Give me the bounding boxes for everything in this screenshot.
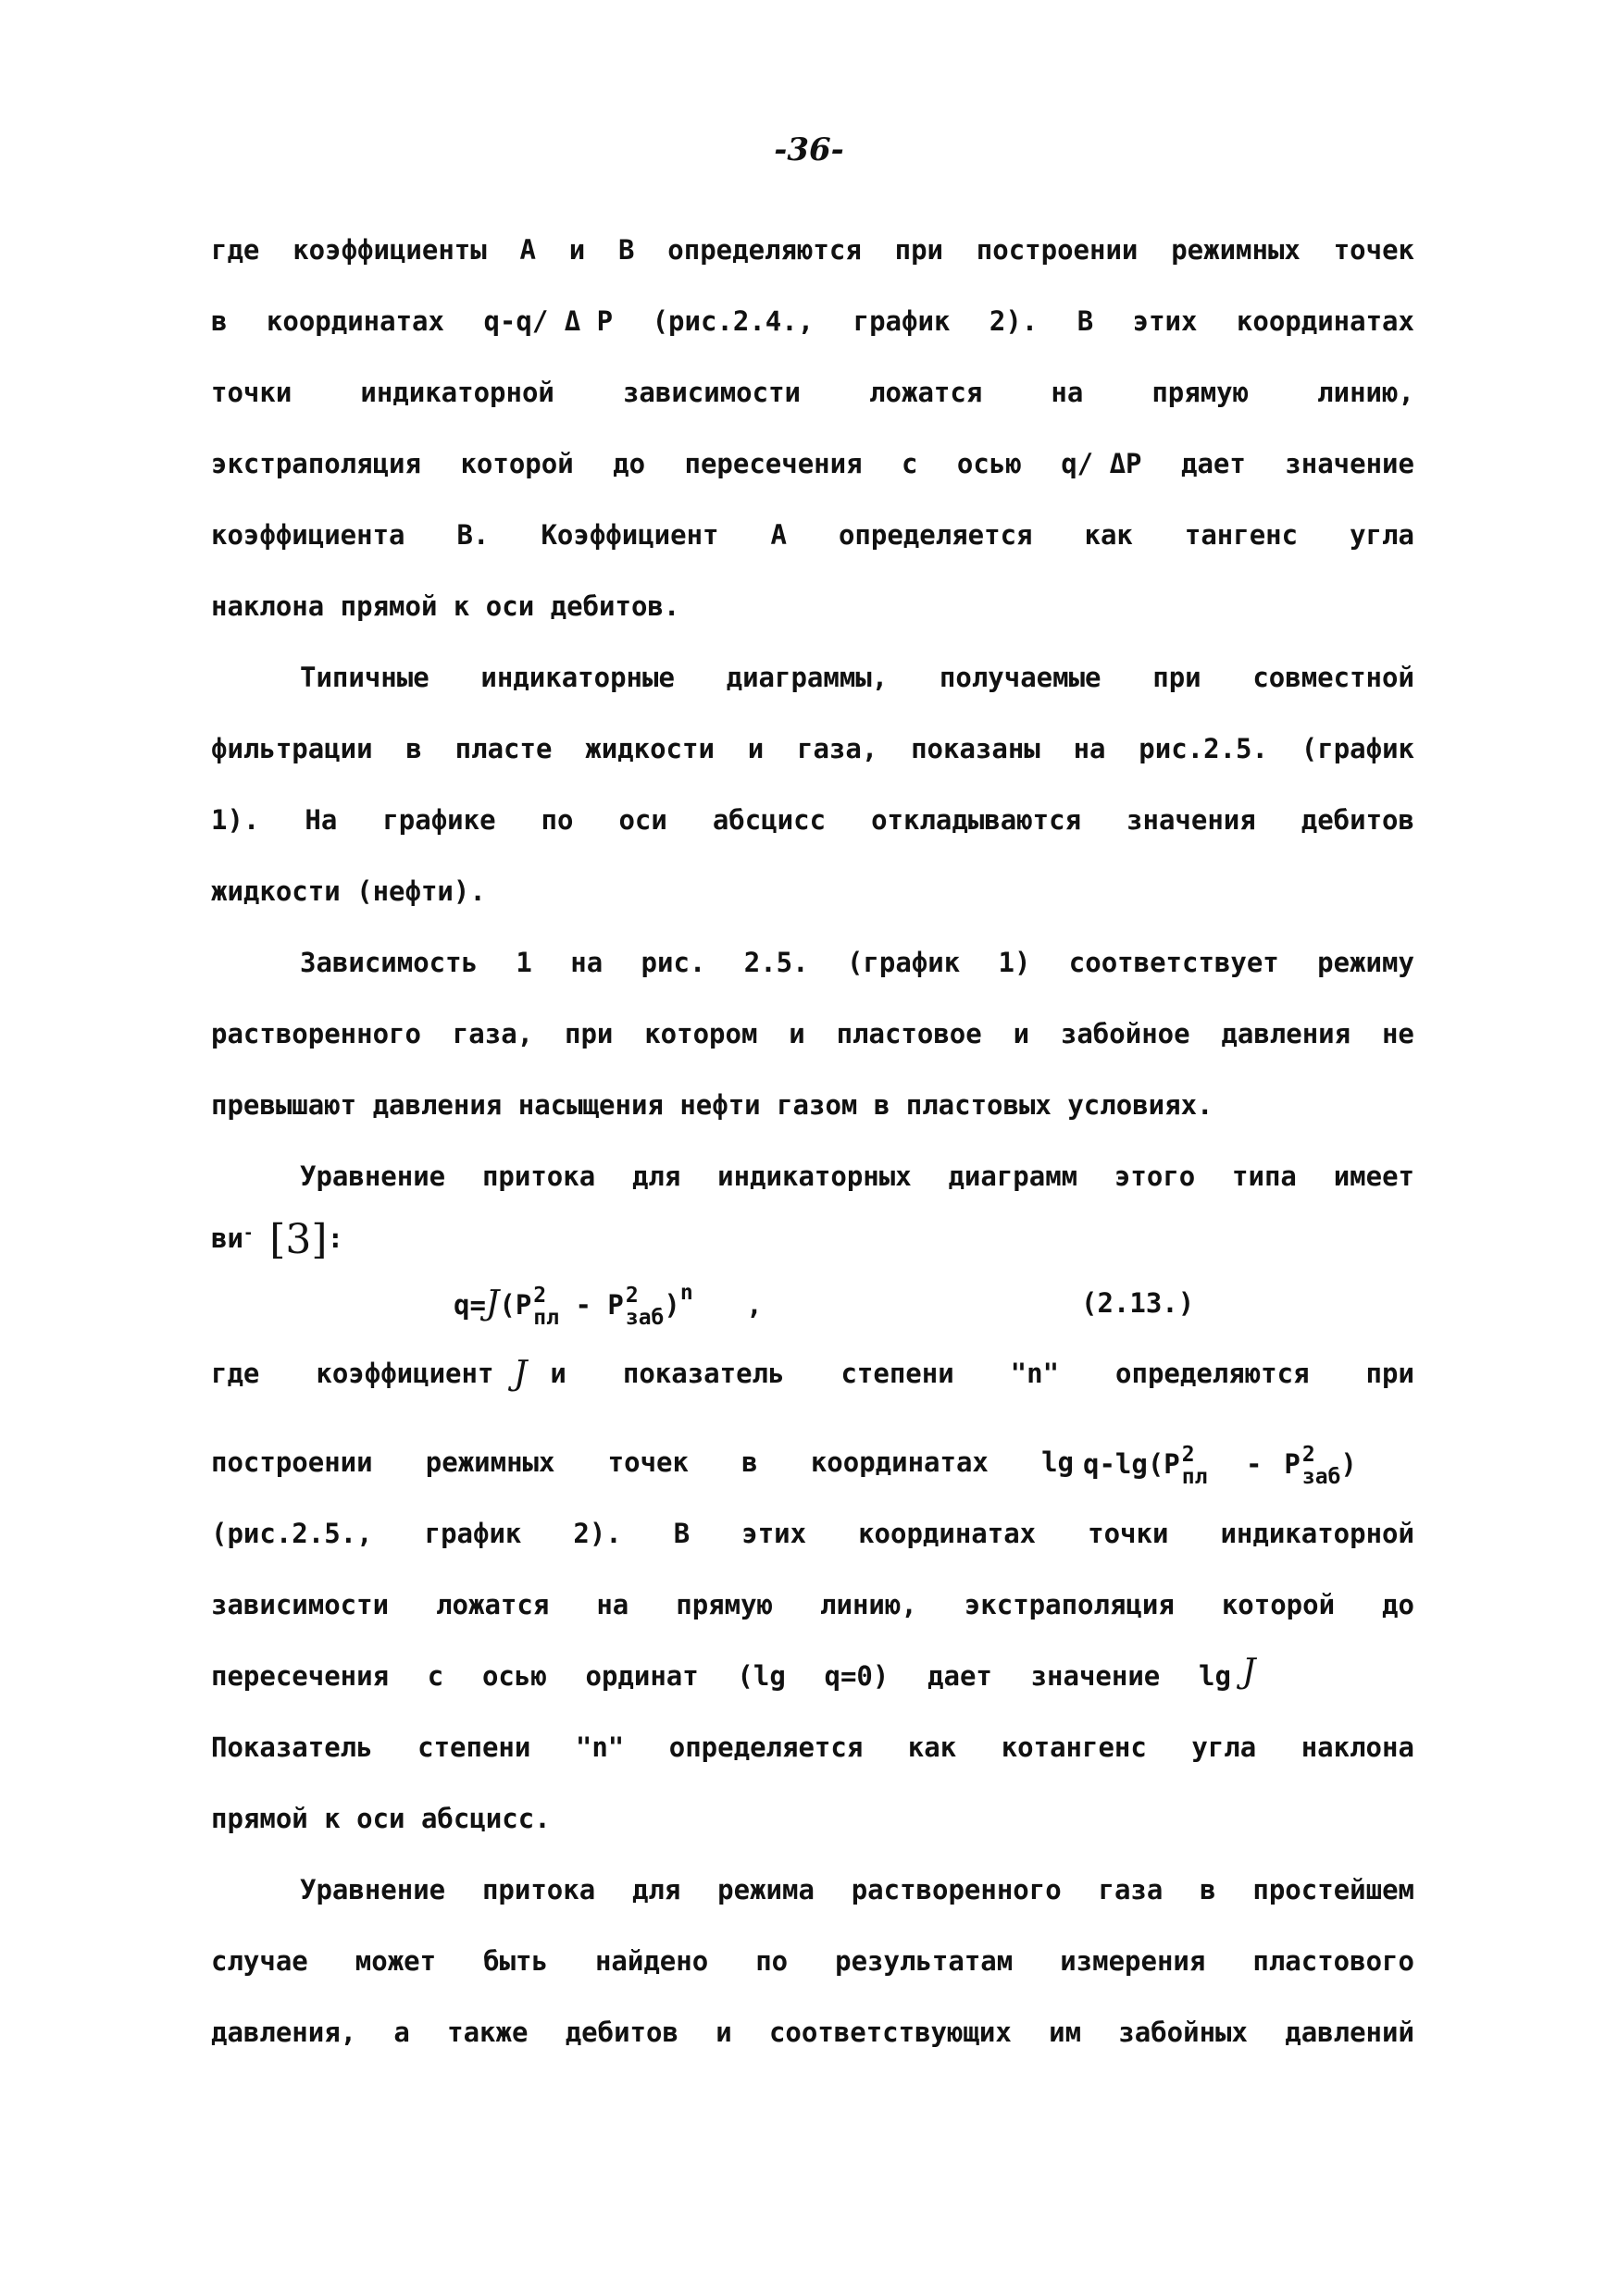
word: определяются [1115,1358,1310,1389]
word: (рис.2.5., [211,1518,373,1549]
word: имеет [1333,1160,1414,1192]
word: А [770,519,787,551]
word: и [568,234,586,266]
word: этих [741,1518,807,1549]
word: котангенс [1001,1731,1147,1763]
word: lg [1198,1660,1231,1692]
word: случае [211,1945,308,1977]
word: степени [417,1731,531,1763]
coef-symbol: J [514,1355,528,1393]
word: газа, [796,733,878,764]
word: дебитов [1301,804,1414,836]
word: где [211,1358,260,1389]
word: график [424,1518,522,1549]
word: индикаторной [1220,1518,1414,1549]
word: координатах [266,305,444,337]
word: притока [481,1874,596,1905]
word: и [747,733,765,764]
word: линию, [820,1589,917,1620]
word: точки [211,377,292,408]
word: пересечения [684,448,863,479]
text-line [211,801,1414,838]
word: определяется [668,1731,864,1763]
word: q=0) [824,1660,890,1692]
lg-exp1: 2 [1181,1443,1195,1467]
word: газа [1098,1874,1164,1905]
word: при [1365,1358,1414,1389]
word: координатах [810,1446,989,1478]
word: экстраполяция [964,1589,1175,1620]
word: при [1152,662,1201,693]
word: Типичные [300,662,429,693]
text-line: жидкости (нефти). [211,875,486,907]
word: 1). [211,804,260,836]
word: (график [846,947,961,978]
formula-p1-scripts [533,1285,559,1329]
word: и [1013,1018,1030,1049]
text-line [211,516,1414,553]
text-line [211,1586,1414,1623]
word: простейшем [1252,1874,1414,1905]
word: этих [1132,305,1198,337]
text-line: прямой к оси абсцисс. [211,1803,551,1834]
word: давления [1221,1018,1351,1049]
word: "n" [1010,1358,1060,1389]
word: дебитов [565,2017,678,2048]
word: где [211,234,260,266]
word: точек [607,1446,689,1478]
word: В [618,234,635,266]
word: при [564,1018,614,1049]
word: 1 [516,947,532,978]
word: притока [481,1160,596,1192]
word: до [1382,1589,1414,1620]
word: (lg [737,1660,786,1692]
word: q-q/ Δ P [483,305,614,337]
text-line: превышают давления насыщения нефти газом в пластовых условиях. [211,1089,1214,1121]
word: ви [211,1222,243,1254]
word: также [447,2017,529,2048]
word: Зависимость [300,947,479,978]
word: в [1200,1874,1216,1905]
text-line [211,1729,1414,1766]
word: значения [1126,804,1256,836]
formula-line [454,1281,1379,1330]
text-line [211,1015,1414,1052]
text-line [211,1515,1414,1552]
word: по [541,804,574,836]
word: рис.2.5. [1139,733,1268,764]
lg-p2: P [1284,1448,1301,1480]
word: в [211,305,228,337]
word: быть [483,1945,548,1977]
word: забойных [1118,2017,1248,2048]
lg-sub1: пл [1181,1465,1208,1489]
word: а [393,2017,410,2048]
word: давлений [1285,2017,1414,2048]
word: ложатся [436,1589,550,1620]
colon: : [327,1222,344,1254]
formula-exp1: 2 [533,1284,547,1308]
word: им [1049,2017,1082,2048]
word: 2). [573,1518,622,1549]
word: точек [1333,234,1414,266]
text-line [211,1355,1414,1392]
text-line [211,303,1414,340]
word: в [741,1446,758,1478]
word: и [550,1358,566,1389]
word: прямую [1151,377,1250,408]
coef-symbol-2: J [1242,1653,1256,1691]
word: для [631,1160,681,1192]
word: В [673,1518,691,1549]
word: измерения [1060,1945,1206,1977]
formula-sub1: пл [533,1306,559,1330]
word: режима [717,1874,815,1905]
word: и [789,1018,805,1049]
word: этого [1114,1160,1196,1192]
word: пластового [1252,1945,1414,1977]
word: на [1073,733,1106,764]
word: найдено [594,1945,709,1977]
word: показаны [911,733,1040,764]
dash-mark: - [243,1223,254,1243]
text-line [300,1158,1414,1195]
word: 1) [998,947,1031,978]
word: В. [456,519,490,551]
formula-p2-scripts [626,1285,665,1329]
formula-sub2: заб [625,1306,665,1330]
word: фильтрации [211,733,373,764]
word: соответствующих [768,2017,1012,2048]
word: На [305,804,338,836]
formula-coef: J [485,1285,500,1322]
word: зависимости [622,377,802,408]
word: зависимости [211,1589,390,1620]
word: типа [1232,1160,1297,1192]
word: результатам [835,1945,1014,1977]
word: как [1084,519,1133,551]
word: точки [1088,1518,1169,1549]
text-line [211,445,1414,482]
word: линию, [1317,377,1414,408]
formula-close: ) [664,1289,680,1321]
word: как [907,1731,957,1763]
word: режимных [425,1446,555,1478]
text-line [300,1871,1414,1908]
text-line [300,944,1414,981]
word: давления, [211,2017,357,2048]
equation-number: (2.13.) [1081,1287,1195,1319]
word: забойное [1060,1018,1190,1049]
word: в [405,733,422,764]
citation-ref: [3] [269,1216,328,1263]
word: дает [1180,448,1246,479]
formula-exp2: 2 [625,1284,639,1308]
word: коэффициента [211,519,405,551]
word: построении [976,234,1139,266]
word: диаграмм [948,1160,1078,1192]
word: которой [460,448,574,479]
word: коэффициенты [292,234,487,266]
text-line [211,1444,1074,1481]
text-line [300,659,1414,696]
word: Коэффициент [541,519,719,551]
word: оси [618,804,667,836]
lg-sub2: заб [1301,1465,1341,1489]
word: координатах [1236,305,1414,337]
text-line [211,231,1414,268]
text-line-ref [211,1216,1414,1263]
word: Уравнение [300,1160,446,1192]
lg-expression [1083,1444,1416,1488]
word: растворенного [851,1874,1062,1905]
word: жидкости [585,733,715,764]
word: и [716,2017,732,2048]
word: котором [644,1018,758,1049]
word: до [613,448,646,479]
word: прямую [676,1589,774,1620]
word: индикаторных [717,1160,912,1192]
word: для [631,1874,681,1905]
word: график [853,305,951,337]
word: построении [211,1446,373,1478]
word: lg [1041,1446,1074,1478]
lg-p1-scripts [1182,1444,1208,1488]
text-line [211,1657,1231,1694]
word: индикаторной [360,377,554,408]
word: пересечения [211,1660,390,1692]
word: тангенс [1184,519,1299,551]
word: наклона [1301,1731,1414,1763]
word: определяются [667,234,862,266]
lg-p2-scripts [1302,1444,1341,1488]
word: коэффициент [316,1358,494,1389]
formula-lhs: q= [454,1289,486,1321]
formula-open: (P [499,1289,532,1321]
word: диаграммы, [726,662,889,693]
formula-minus: - P [575,1289,624,1321]
lg-close: ) [1340,1448,1357,1480]
word: определяется [838,519,1033,551]
word: показатель [622,1358,785,1389]
word: Показатель [211,1731,373,1763]
text-line [211,730,1414,767]
word: q/ ΔP [1061,448,1142,479]
word: откладываются [871,804,1082,836]
lg-pre: q-lg(P [1083,1448,1180,1480]
word: осью [481,1660,547,1692]
word: осью [956,448,1022,479]
word: газа, [452,1018,534,1049]
word: может [355,1945,437,1977]
word: которой [1221,1589,1336,1620]
word: рис. [641,947,706,978]
page-number: -36- [774,131,844,168]
word: экстраполяция [211,448,421,479]
word: соответствует [1068,947,1279,978]
word: графике [382,804,496,836]
word: ординат [585,1660,699,1692]
word: степени [840,1358,954,1389]
word: Уравнение [300,1874,446,1905]
word: растворенного [211,1018,421,1049]
word: ложатся [869,377,983,408]
lg-minus: - [1245,1448,1263,1480]
word: значение [1285,448,1414,479]
word: значение [1030,1660,1161,1692]
word: 2.5. [743,947,809,978]
text-line [211,2014,1414,2051]
word: 2). [989,305,1039,337]
lg-exp2: 2 [1301,1443,1315,1467]
word: не [1381,1018,1414,1049]
formula-comma: , [746,1289,763,1321]
word: с [427,1660,444,1692]
word: угла [1350,519,1414,551]
word: на [596,1589,629,1620]
word: индикаторные [480,662,675,693]
word: В [1077,305,1094,337]
word: по [755,1945,789,1977]
word: дает [927,1660,992,1692]
word: "n" [575,1731,625,1763]
text-line [211,374,1414,411]
word: А [519,234,536,266]
formula-exp-n: n [679,1281,693,1305]
word: на [570,947,604,978]
text-line: наклона прямой к оси дебитов. [211,590,680,622]
word: режиму [1317,947,1414,978]
word: на [1051,377,1084,408]
word: координатах [858,1518,1037,1549]
word: получаемые [939,662,1101,693]
word: режимных [1171,234,1301,266]
word: (рис.2.4., [652,305,815,337]
word: (график [1301,733,1414,764]
word: угла [1191,1731,1257,1763]
word: совместной [1252,662,1414,693]
word: при [894,234,943,266]
word: абсцисс [712,804,827,836]
word: пластовое [836,1018,982,1049]
word: пласте [454,733,553,764]
text-line [211,1942,1414,1980]
word: с [902,448,918,479]
